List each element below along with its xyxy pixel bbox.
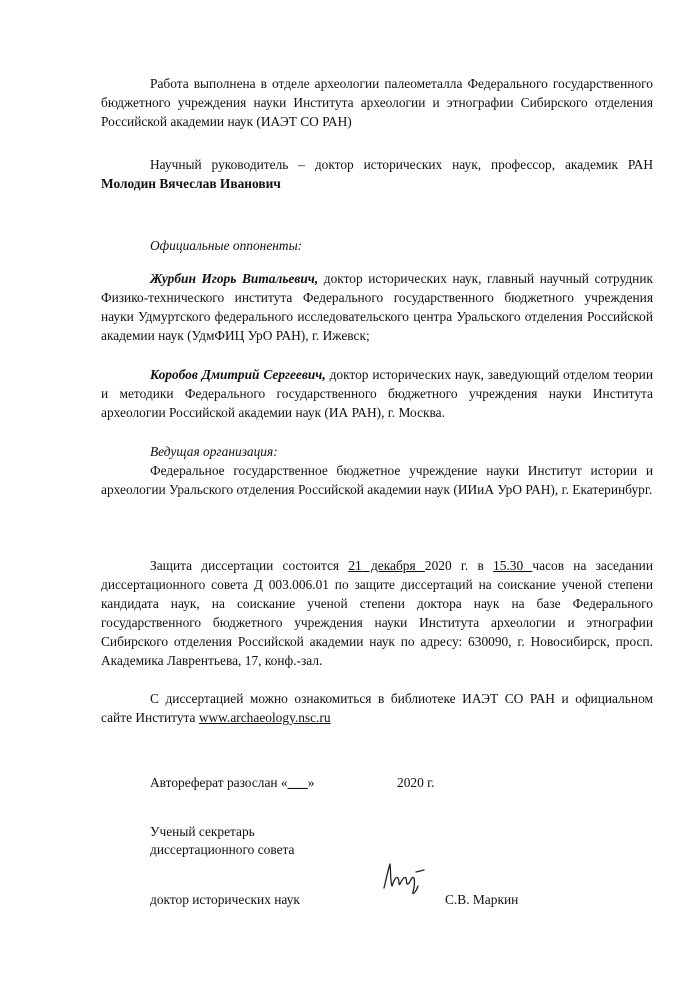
secretary-name: С.В. Маркин xyxy=(445,892,519,907)
defense-paragraph xyxy=(101,556,653,670)
lead-org-heading: Ведущая организация: xyxy=(150,444,278,459)
opponent-1 xyxy=(101,269,653,345)
lead-org-text: Федеральное государственное бюджетное учреждение науки Институт истории и археологии Уральского отделения Российской академии наук (ИИиА УрО РАН), г. Екатеринбург. xyxy=(101,463,653,497)
defense-date: 21 декабря xyxy=(348,558,425,573)
mailing-year: 2020 г. xyxy=(397,775,435,790)
defense-part1: Защита диссертации состоится xyxy=(150,558,349,573)
opponent-1-name: Журбин Игорь Витальевич, xyxy=(150,271,319,286)
mailing-line xyxy=(150,773,314,792)
intro-paragraph xyxy=(101,74,653,131)
library-paragraph xyxy=(101,689,653,727)
secretary-title-line1: Ученый секретарь xyxy=(150,824,255,839)
institute-website-link[interactable]: www.archaeology.nsc.ru xyxy=(198,710,331,725)
opponent-2-text: доктор исторических наук, заведующий отделом теории и методики Федерального государственного бюджетного учреждения науки Института археологии Российской академии наук (ИА РАН), г. Москва. xyxy=(101,367,653,420)
supervisor-prefix: Научный руководитель – доктор исторических наук, профессор, академик РАН xyxy=(150,157,653,172)
defense-time: 15.30 xyxy=(493,558,533,573)
intro-text: Работа выполнена в отделе археологии палеометалла Федерального государственного бюджетного учреждения науки Института археологии и этнографии Сибирского отделения Российской академии наук (ИАЭТ СО РАН) xyxy=(101,76,653,129)
opponents-heading: Официальные оппоненты: xyxy=(150,238,303,253)
opponents-heading-block xyxy=(101,236,653,255)
supervisor-name: Молодин Вячеслав Иванович xyxy=(101,176,281,191)
defense-part3: часов на заседании диссертационного совета Д 003.006.01 по защите диссертаций на соискание ученой степени кандидата наук, на соискание ученой степени доктора наук на базе Федерального государственного бюджетного учреждения науки Института археологии и этнографии Сибирского отделения Российской академии наук по адресу: 630090, г. Новосибирск, просп. Академика Лаврентьева, 17, конф.-зал. xyxy=(101,558,653,668)
defense-part2: 2020 г. в xyxy=(424,558,494,573)
mailing-label: Автореферат разослан « xyxy=(150,775,288,790)
library-text: С диссертацией можно ознакомиться в библиотеке ИАЭТ СО РАН и официальном сайте Института xyxy=(101,691,653,725)
mailing-close: » xyxy=(307,775,315,790)
opponent-2-name: Коробов Дмитрий Сергеевич, xyxy=(150,367,326,382)
lead-org-block xyxy=(101,442,653,499)
secretary-title-line3: доктор исторических наук xyxy=(150,892,300,907)
secretary-title-line2: диссертационного совета xyxy=(150,842,295,857)
opponent-1-text: доктор исторических наук, главный научный сотрудник Физико-технического института Федерального государственного бюджетного учреждения науки Удмуртского федерального исследовательского центра Уральского отделения Российской академии наук (УдмФИЦ УрО РАН), г. Ижевск; xyxy=(101,271,653,343)
mailing-date-blank: ___ xyxy=(287,775,308,790)
supervisor-paragraph xyxy=(101,155,653,193)
signature-image xyxy=(378,858,436,898)
opponent-2 xyxy=(101,365,653,422)
